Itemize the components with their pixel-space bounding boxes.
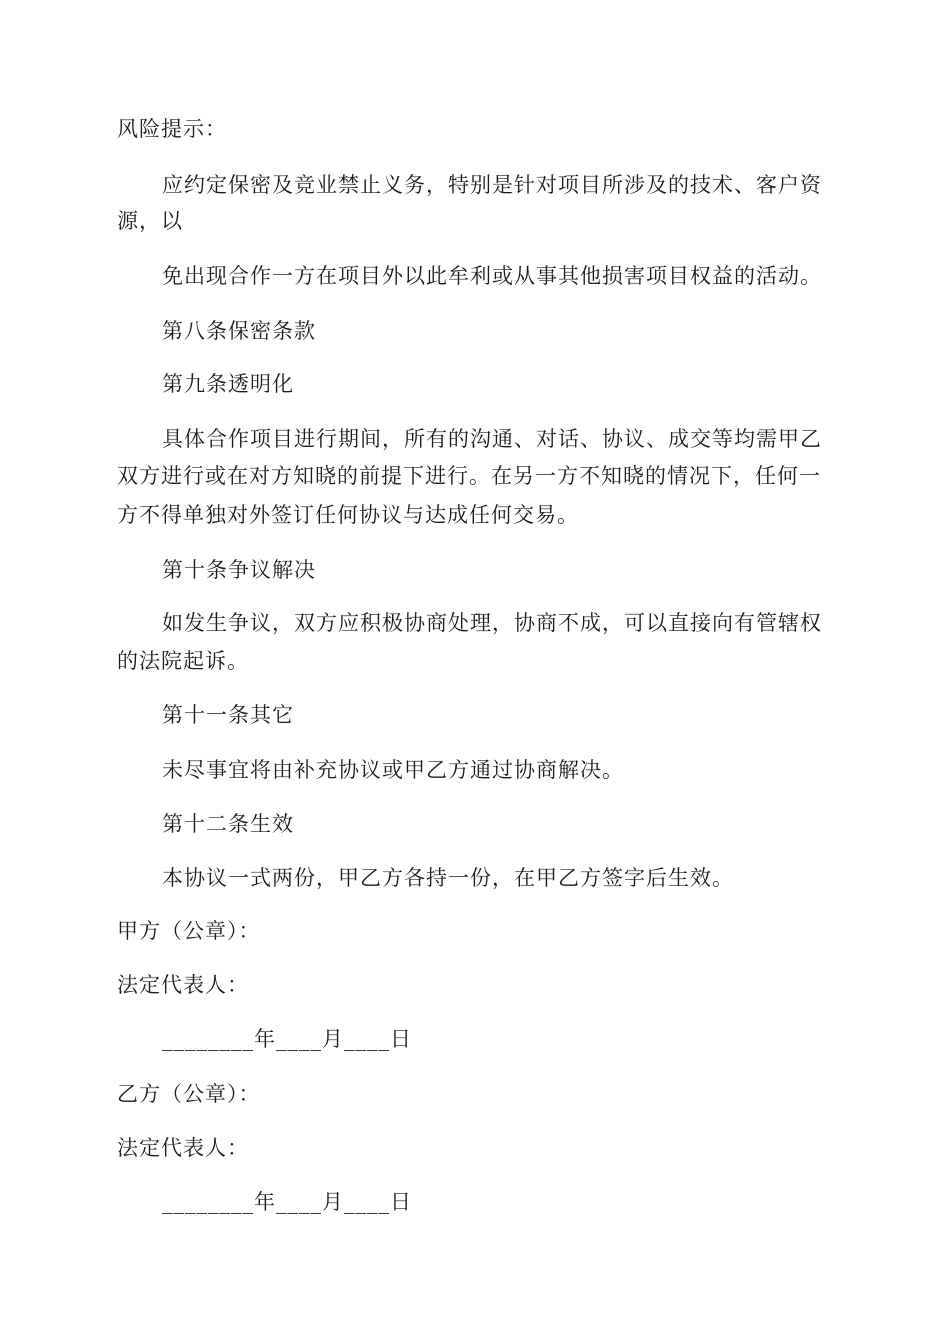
article-11-body: 未尽事宜将由补充协议或甲乙方通过协商解决。 (162, 758, 624, 782)
party-a-representative-label: 法定代表人： (117, 973, 249, 997)
article-10-line-1: 如发生争议，双方应积极协商处理，协商不成，可以直接向有管辖权 (162, 611, 822, 635)
article-9-line-3: 方不得单独对外签订任何协议与达成任何交易。 (117, 503, 579, 527)
party-b-seal-label: 乙方（公章）： (117, 1082, 261, 1106)
article-9-line-2: 双方进行或在对方知晓的前提下进行。在另一方不知晓的情况下，任何一 (117, 464, 821, 488)
article-8-heading: 第八条保密条款 (162, 319, 316, 343)
article-12-body: 本协议一式两份，甲乙方各持一份，在甲乙方签字后生效。 (162, 866, 734, 890)
article-10-line-2: 的法院起诉。 (117, 649, 249, 673)
party-b-date-line: ________年____月____日 (162, 1190, 412, 1214)
party-b-representative-label: 法定代表人： (117, 1136, 249, 1160)
article-11-heading: 第十一条其它 (162, 703, 294, 727)
article-9-line-1: 具体合作项目进行期间，所有的沟通、对话、协议、成交等均需甲乙 (162, 427, 822, 451)
party-a-date-line: ________年____月____日 (162, 1027, 412, 1051)
risk-paragraph-line-1: 应约定保密及竞业禁止义务，特别是针对项目所涉及的技术、客户资 (162, 173, 822, 197)
party-a-seal-label: 甲方（公章）： (117, 919, 261, 943)
article-12-heading: 第十二条生效 (162, 812, 294, 836)
article-9-heading: 第九条透明化 (162, 372, 294, 396)
risk-paragraph-line-2: 源，以 (117, 209, 183, 233)
risk-title: 风险提示： (117, 117, 227, 141)
article-10-heading: 第十条争议解决 (162, 558, 316, 582)
risk-paragraph-2: 免出现合作一方在项目外以此牟利或从事其他损害项目权益的活动。 (162, 264, 822, 288)
